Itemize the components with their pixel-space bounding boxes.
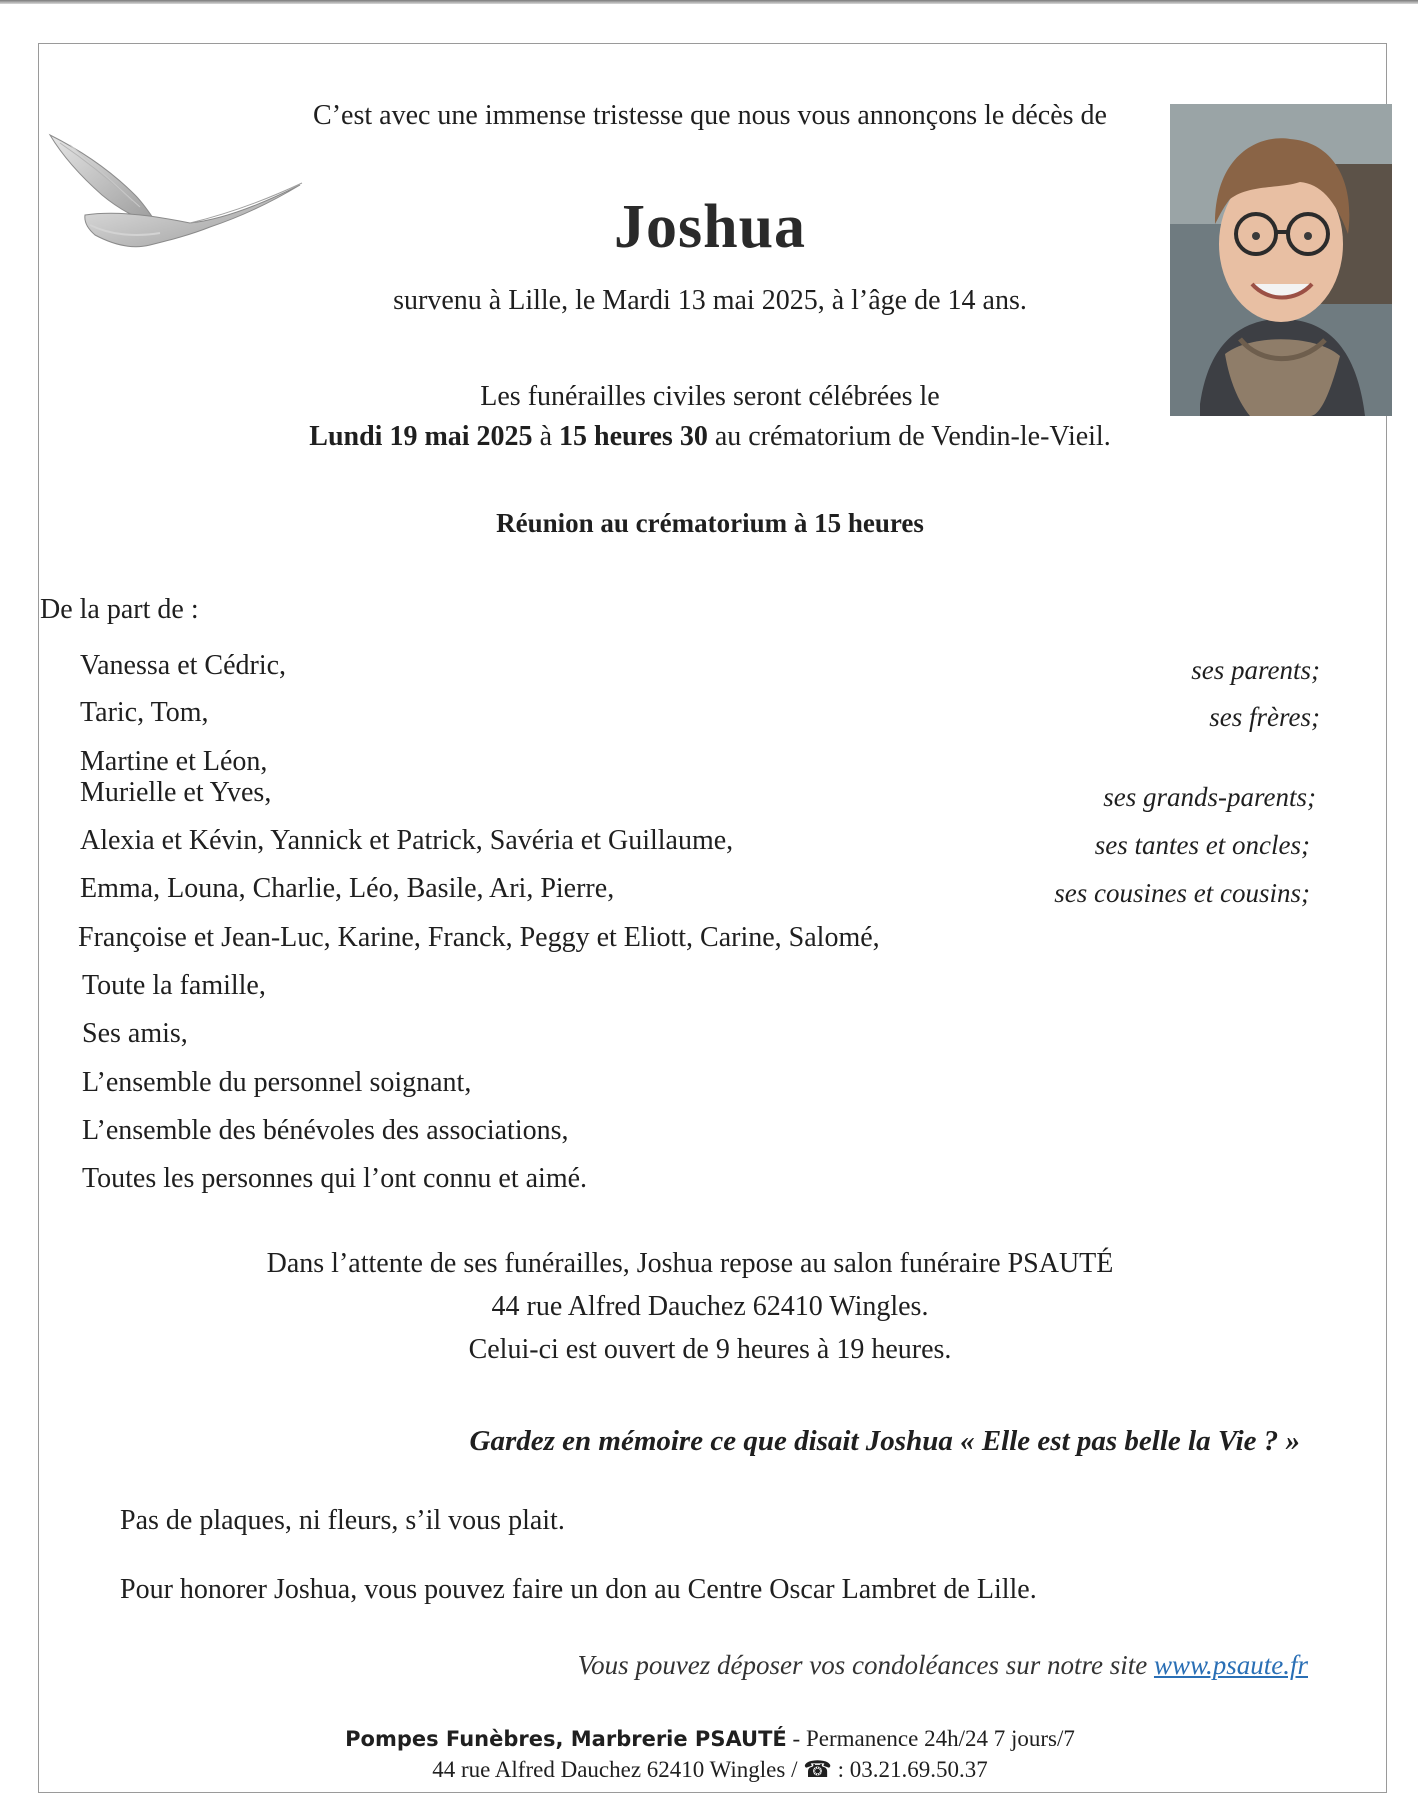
family-row-names: Taric, Tom,	[80, 697, 209, 728]
family-row-names: Emma, Louna, Charlie, Léo, Basile, Ari, Pierre,	[80, 873, 615, 904]
condolences-text: Vous pouvez déposer vos condoléances sur notre site	[577, 1650, 1148, 1680]
footer-contact-line	[200, 1757, 1220, 1783]
family-row-names: Françoise et Jean-Luc, Karine, Franck, Peggy et Eliott, Carine, Salomé,	[78, 922, 880, 953]
scan-edge	[0, 0, 1418, 4]
donation-note: Pour honorer Joshua, vous pouvez faire un don au Centre Oscar Lambret de Lille.	[120, 1574, 1037, 1605]
family-heading: De la part de :	[40, 594, 199, 625]
no-flowers-note: Pas de plaques, ni fleurs, s’il vous plait.	[120, 1505, 565, 1536]
funeral-time: 15 heures 30	[559, 421, 708, 452]
footer-company: Pompes Funèbres, Marbrerie PSAUTÉ	[345, 1727, 787, 1751]
rest-hours: Celui-ci est ouvert de 9 heures à 19 heures.	[468, 1334, 952, 1365]
family-row-relation: ses tantes et oncles;	[1094, 830, 1310, 860]
family-row-names: L’ensemble du personnel soignant,	[82, 1067, 472, 1098]
funeral-date: Lundi 19 mai 2025	[309, 421, 533, 452]
funeral-details	[200, 421, 1220, 453]
family-row-relation: ses cousines et cousins;	[1054, 878, 1310, 908]
portrait-photo	[1170, 104, 1392, 416]
family-row-relation: ses grands-parents;	[1103, 782, 1316, 812]
family-row-names: Vanessa et Cédric,	[80, 650, 287, 681]
footer-address: 44 rue Alfred Dauchez 62410 Wingles /	[432, 1757, 798, 1782]
family-row-names: L’ensemble des bénévoles des associations,	[82, 1115, 569, 1146]
memorial-quote: Gardez en mémoire ce que disait Joshua « Elle est pas belle la Vie ? »	[469, 1425, 1300, 1457]
footer-phone: : 03.21.69.50.37	[837, 1757, 988, 1782]
condolences-line	[578, 1650, 1308, 1681]
death-details: survenu à Lille, le Mardi 13 mai 2025, à l’âge de 14 ans.	[393, 285, 1027, 316]
family-row-names: Murielle et Yves,	[80, 777, 272, 808]
rest-info-line: Dans l’attente de ses funérailles, Joshua repose au salon funéraire PSAUTÉ	[266, 1248, 1114, 1279]
dove-icon	[40, 125, 320, 275]
family-row-names: Toutes les personnes qui l’ont connu et aimé.	[82, 1163, 588, 1194]
intro-text: C’est avec une immense tristesse que nous vous annonçons le décès de	[313, 100, 1107, 131]
footer-company-line	[200, 1726, 1220, 1752]
reunion-info: Réunion au crématorium à 15 heures	[496, 508, 924, 538]
funeral-intro: Les funérailles civiles seront célébrées le	[480, 381, 940, 412]
family-row-names: Martine et Léon,	[80, 746, 268, 777]
website-link[interactable]: www.psaute.fr	[1153, 1650, 1308, 1680]
family-row-relation: ses parents;	[1191, 655, 1320, 685]
footer-service: - Permanence 24h/24 7 jours/7	[792, 1726, 1075, 1751]
deceased-name: Joshua	[613, 193, 807, 261]
family-row-names: Alexia et Kévin, Yannick et Patrick, Savéria et Guillaume,	[80, 825, 734, 856]
family-row-relation: ses frères;	[1209, 702, 1320, 732]
funeral-place: au crématorium de Vendin-le-Vieil.	[714, 421, 1111, 452]
phone-icon: ☎	[803, 1757, 832, 1782]
funeral-at: à	[539, 421, 552, 452]
family-row-names: Toute la famille,	[82, 970, 266, 1001]
rest-address: 44 rue Alfred Dauchez 62410 Wingles.	[491, 1291, 929, 1322]
family-row-names: Ses amis,	[82, 1018, 188, 1049]
